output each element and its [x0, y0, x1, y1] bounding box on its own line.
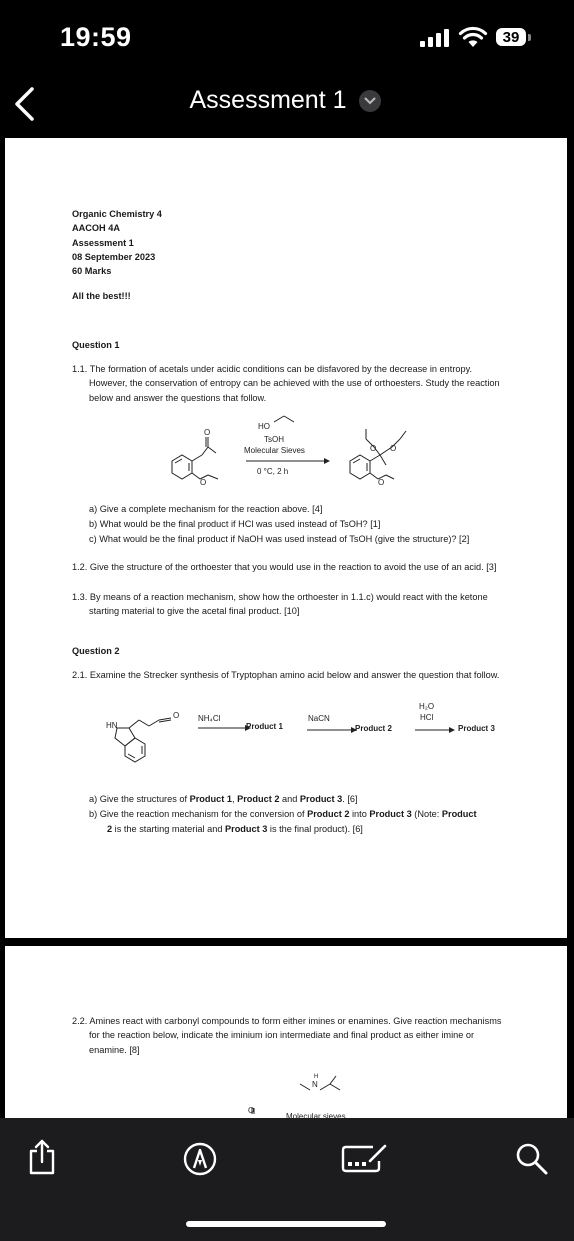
battery-icon	[496, 28, 532, 48]
question-2-heading: Question 2	[72, 646, 120, 656]
share-icon[interactable]	[27, 1138, 57, 1176]
svg-text:O: O	[204, 428, 211, 437]
status-bar	[0, 0, 574, 80]
question-1-1-b: b) What would be the final product if HCl was used instead of TsOH? [1]	[89, 519, 381, 529]
battery-level: 39	[502, 29, 520, 46]
keyboard-icon[interactable]	[340, 1144, 388, 1174]
reagent-hcl: HCl	[420, 713, 434, 722]
question-2-2: 2.2. Amines react with carbonyl compounds to form either imines or enamines. Give reaction mechanisms for the reaction below, indicate the iminium ion intermediate and final product as either imine or enamine. [8]	[72, 1016, 502, 1055]
assessment-name: Assessment 1	[72, 237, 134, 248]
assessment-date: 08 September 2023	[72, 251, 156, 262]
svg-text:O: O	[390, 444, 397, 453]
document-page-2	[5, 946, 567, 1118]
reagent-molecular-sieves: Molecular Sieves	[244, 446, 305, 455]
home-indicator[interactable]	[186, 1221, 386, 1227]
chevron-down-icon[interactable]	[359, 90, 381, 112]
greeting: All the best!!!	[72, 291, 131, 301]
question-1-1-a: a) Give a complete mechanism for the reaction above. [4]	[89, 504, 323, 514]
wifi-icon	[458, 26, 488, 48]
reagent-molecular-sieves-2: Molecular sieves	[286, 1112, 346, 1118]
amine-structure	[300, 1076, 340, 1090]
document-page-1	[5, 138, 567, 938]
question-2-1-b: b) Give the reaction mechanism for the conversion of Product 2 into Product 3 (Note: Product	[89, 809, 477, 819]
reagent-nacn: NaCN	[308, 714, 330, 723]
course-code: AACOH 4A	[72, 223, 120, 234]
question-2-1: 2.1. Examine the Strecker synthesis of Tryptophan amino acid below and answer the question that follow.	[72, 670, 500, 680]
question-2-1-b-cont: 2 is the starting material and Product 3 is the final product). [6]	[107, 824, 363, 834]
question-1-heading: Question 1	[72, 340, 120, 350]
product-2-label: Product 2	[355, 724, 392, 733]
carbonyl-o-label: O	[248, 1106, 255, 1115]
question-1-1-c: c) What would be the final product if NaOH was used instead of TsOH (give the structure)? [2]	[89, 534, 470, 544]
indole-aldehyde-structure	[115, 718, 171, 762]
svg-text:O: O	[200, 478, 207, 487]
question-1-2: 1.2. Give the structure of the orthoester that you would use in the reaction to avoid the use of an acid. [3]	[72, 562, 497, 572]
reaction-scheme-2	[95, 698, 515, 768]
total-marks: 60 Marks	[72, 266, 112, 277]
course-header	[72, 207, 162, 278]
question-1-3: 1.3. By means of a reaction mechanism, show how the orthoester in 1.1.c) would react with the ketone starting material to give the acetal final product. [10]	[72, 592, 488, 617]
search-icon[interactable]	[515, 1142, 549, 1176]
amine-n-label: N	[312, 1080, 318, 1089]
ketone-structure	[172, 437, 218, 479]
svg-text:O: O	[378, 478, 385, 487]
svg-text:O: O	[370, 444, 377, 453]
reagent-nh4cl: NH₄Cl	[198, 714, 221, 723]
question-1-1: 1.1. The formation of acetals under acidic conditions can be disfavored by the decrease in entropy. However, the conservation of entropy can be achieved with the use of orthoesters. Study the reaction below and answer the questions that follow.	[72, 364, 500, 403]
title-menu[interactable]	[0, 86, 574, 115]
aldehyde-o-label: O	[173, 711, 180, 720]
reagent-tsoh: TsOH	[264, 435, 284, 444]
reagent-ethanol: HO	[258, 422, 270, 431]
nav-bar	[0, 80, 574, 130]
document-title: Assessment 1	[189, 86, 347, 114]
reaction-conditions: 0 °C, 2 h	[257, 467, 289, 476]
reagent-water: H₂O	[419, 702, 435, 711]
question-2-1-a: a) Give the structures of Product 1, Product 2 and Product 3. [6]	[89, 794, 358, 804]
cellular-signal-icon	[420, 29, 450, 47]
indole-nh-label: HN	[106, 721, 118, 730]
markup-icon[interactable]	[183, 1142, 217, 1176]
course-name: Organic Chemistry 4	[72, 209, 162, 219]
product-3-label: Product 3	[458, 724, 495, 733]
status-time: 19:59	[60, 22, 132, 52]
product-1-label: Product 1	[246, 722, 283, 731]
acetal-structure	[350, 429, 406, 479]
amine-h-label: H	[314, 1074, 319, 1080]
